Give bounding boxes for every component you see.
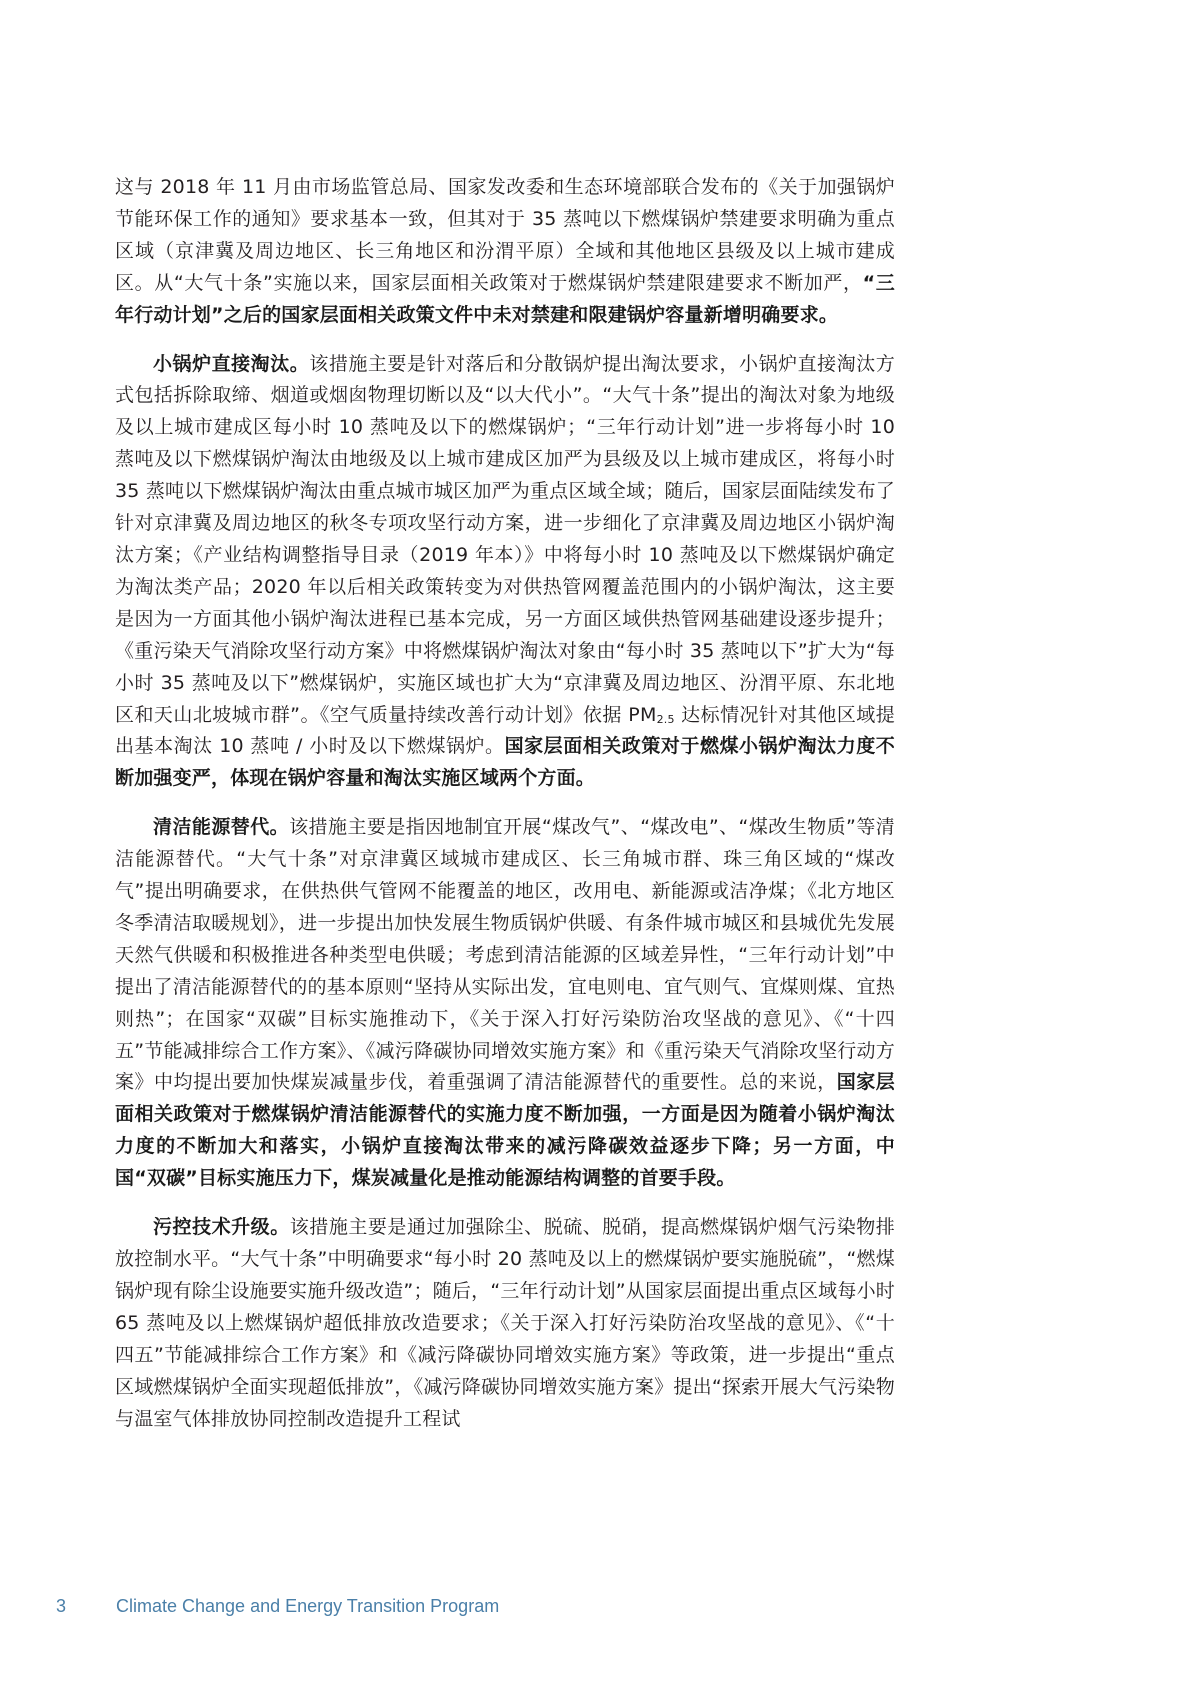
emphasis-text: 小锅炉直接淘汰。	[153, 352, 310, 375]
program-name: Climate Change and Energy Transition Program	[116, 1596, 500, 1616]
emphasis-text: 国家层面相关政策对于燃煤小锅炉淘汰力度不断加强变严，体现在锅炉容量和淘汰实施区域两个方面。	[115, 735, 895, 790]
page-footer	[56, 1596, 499, 1617]
page-number: 3	[56, 1596, 67, 1616]
paragraph-4	[115, 1212, 895, 1435]
paragraph-1	[115, 172, 895, 332]
body-text: 该措施主要是指因地制宜开展“煤改气”、“煤改电”、“煤改生物质”等清洁能源替代。“大气十条”对京津冀区域城市建成区、长三角城市群、珠三角区域的“煤改气”提出明确要求，在供热供气管网不能覆盖的地区，改用电、新能源或洁净煤；《北方地区冬季清洁取暖规划》，进一步提出加快发展生物质锅炉供暖、有条件城市城区和县城优先发展天然气供暖和积极推进各种类型电供暖；考虑到清洁能源的区域差异性，“三年行动计划”中提出了清洁能源替代的的基本原则“坚持从实际出发，宜电则电、宜气则气、宜煤则煤、宜热则热”；在国家“双碳”目标实施推动下，《关于深入打好污染防治攻坚战的意见》、《“十四五”节能减排综合工作方案》、《减污降碳协同增效实施方案》和《重污染天气消除攻坚行动方案》中均提出要加快煤炭减量步伐，着重强调了清洁能源替代的重要性。总的来说，	[115, 816, 895, 1094]
emphasis-text: “三年行动计划”之后的国家层面相关政策文件中未对禁建和限建锅炉容量新增明确要求。	[115, 271, 895, 326]
paragraph-3	[115, 812, 895, 1195]
body-text: 达标情况针对其他区域提出基本淘汰 10 蒸吨 / 小时及以下燃煤锅炉。	[115, 703, 895, 758]
body-text: 该措施主要是针对落后和分散锅炉提出淘汰要求，小锅炉直接淘汰方式包括拆除取缔、烟道或烟囱物理切断以及“以大代小”。“大气十条”提出的淘汰对象为地级及以上城市建成区每小时 10 蒸吨及以下的燃煤锅炉；“三年行动计划”进一步将每小时 10 蒸吨及以下燃煤锅炉淘汰由地级及以上城市建成区加严为县级及以上城市建成区，将每小时 35 蒸吨以下燃煤锅炉淘汰由重点城市城区加严为重点区域全域；随后，国家层面陆续发布了针对京津冀及周边地区的秋冬专项攻坚行动方案，进一步细化了京津冀及周边地区小锅炉淘汰方案；《产业结构调整指导目录（2019 年本）》中将每小时 10 蒸吨及以下燃煤锅炉确定为淘汰类产品；2020 年以后相关政策转变为对供热管网覆盖范围内的小锅炉淘汰，这主要是因为一方面其他小锅炉淘汰进程已基本完成，另一方面区域供热管网基础建设逐步提升；《重污染天气消除攻坚行动方案》中将燃煤锅炉淘汰对象由“每小时 35 蒸吨以下”扩大为“每小时 35 蒸吨及以下”燃煤锅炉，实施区域也扩大为“京津冀及周边地区、汾渭平原、东北地区和天山北坡城市群”。《空气质量持续改善行动计划》依据 PM	[115, 352, 895, 726]
body-text: 这与 2018 年 11 月由市场监管总局、国家发改委和生态环境部联合发布的《关于加强锅炉节能环保工作的通知》要求基本一致，但其对于 35 蒸吨以下燃煤锅炉禁建要求明确为重点区域（京津冀及周边地区、长三角地区和汾渭平原）全域和其他地区县级及以上城市建成区。从“大气十条”实施以来，国家层面相关政策对于燃煤锅炉禁建限建要求不断加严，	[115, 176, 895, 294]
emphasis-text: 清洁能源替代。	[153, 816, 290, 839]
body-text: 该措施主要是通过加强除尘、脱硫、脱硝，提高燃煤锅炉烟气污染物排放控制水平。“大气十条”中明确要求“每小时 20 蒸吨及以上的燃煤锅炉要实施脱硫”，“燃煤锅炉现有除尘设施要实施升级改造”；随后，“三年行动计划”从国家层面提出重点区域每小时 65 蒸吨及以上燃煤锅炉超低排放改造要求；《关于深入打好污染防治攻坚战的意见》、《“十四五”节能减排综合工作方案》和《减污降碳协同增效实施方案》等政策，进一步提出“重点区域燃煤锅炉全面实现超低排放”，《减污降碳协同增效实施方案》提出“探索开展大气污染物与温室气体排放协同控制改造提升工程试	[115, 1216, 895, 1430]
paragraph-2	[115, 349, 895, 796]
emphasis-text: 国家层面相关政策对于燃煤锅炉清洁能源替代的实施力度不断加强，一方面是因为随着小锅炉淘汰力度的不断加大和落实，小锅炉直接淘汰带来的减污降碳效益逐步下降；另一方面，中国“双碳”目标实施压力下，煤炭减量化是推动能源结构调整的首要手段。	[115, 1071, 895, 1190]
subscript-text: 2.5	[656, 712, 675, 726]
emphasis-text: 污控技术升级。	[153, 1216, 290, 1239]
document-body	[115, 172, 895, 1452]
